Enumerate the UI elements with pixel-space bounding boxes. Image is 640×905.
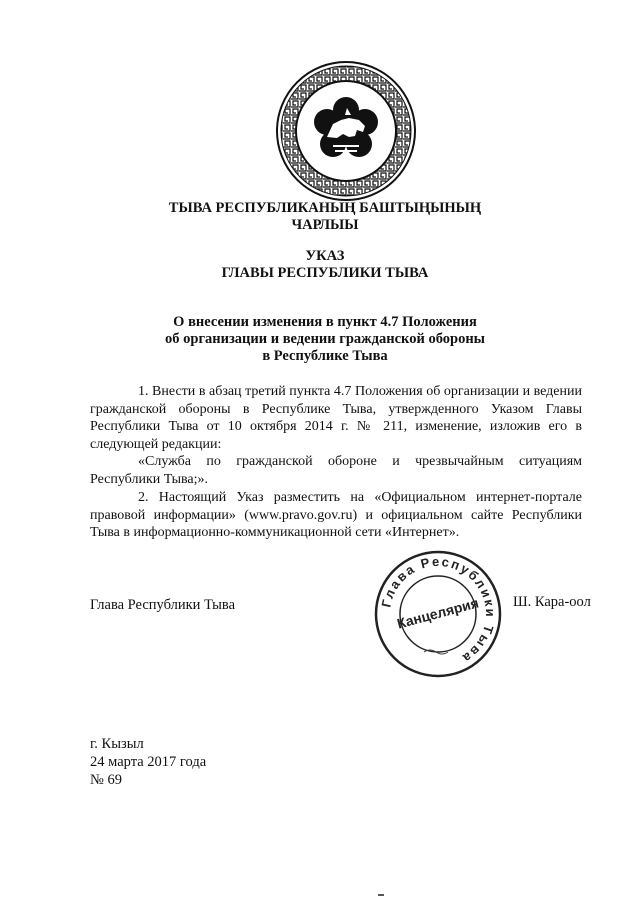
stamp-ring-text: Глава Республики Тыва [378,553,499,667]
decree-issuer: ГЛАВЫ РЕСПУБЛИКИ ТЫВА [221,265,429,281]
decree-number: № 69 [90,772,122,788]
subject-line-1: О внесении изменения в пункт 4.7 Положения [173,314,477,330]
decree-footer [90,735,206,789]
subject-line-3: в Республике Тыва [262,348,388,364]
decree-date: 24 марта 2017 года [90,754,207,770]
stamp-center-text: Канцелярия [395,594,481,632]
page-mark [378,894,384,896]
signatory-name: Ш. Кара-оол [513,594,591,610]
decree-title: УКАЗ [305,248,345,264]
signatory-position: Глава Республики Тыва [90,597,236,613]
decree-subject [90,314,560,365]
decree-header [90,248,560,282]
office-stamp [372,548,504,680]
decree-city: г. Кызыл [90,736,144,752]
tuvan-header-line-2: ЧАРЛЫЫ [291,217,359,233]
paragraph-2: 2. Настоящий Указ разместить на «Официальном интернет-портале правовой информации» (www.pravo.gov.ru) и официальном сайте Республики Тыва в информационно-коммуникационной сети «Интернет». [90,490,582,540]
paragraph-1: 1. Внести в абзац третий пункта 4.7 Положения об организации и ведении гражданской обороны в Республике Тыва, утвержденного Указом Главы Республики Тыва от 10 октября 2014 г. № 211, изменение, изложив его в следующей редакции: [90,384,582,452]
coat-of-arms-emblem [275,60,417,202]
tuvan-header [90,200,560,234]
tuvan-header-line-1: ТЫВА РЕСПУБЛИКАНЫҢ БАШТЫҢЫНЫҢ [168,200,482,216]
paragraph-amendment: «Служба по гражданской обороне и чрезвычайным ситуациям Республики Тыва;». [90,454,582,487]
subject-line-2: об организации и ведении гражданской обороны [165,331,485,347]
